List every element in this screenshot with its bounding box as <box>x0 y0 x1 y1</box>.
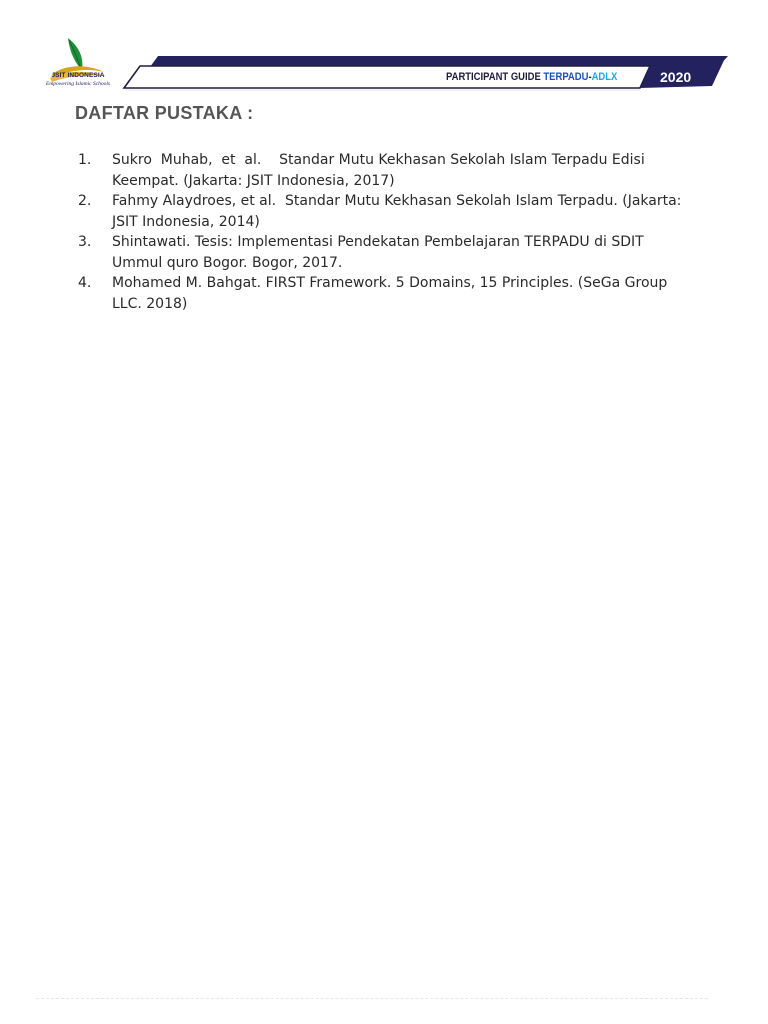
reference-text-line2: Keempat. (Jakarta: JSIT Indonesia, 2017) <box>112 172 395 189</box>
reference-text-line1: Mohamed M. Bahgat. FIRST Framework. 5 Domains, 15 Principles. (SeGa Group <box>112 275 668 291</box>
reference-text-line2: Ummul quro Bogor. Bogor, 2017. <box>112 254 343 271</box>
list-item <box>78 232 678 273</box>
reference-number: 2. <box>78 193 92 209</box>
header-title-dash: - <box>588 71 592 83</box>
reference-text-line1: Fahmy Alaydroes, et al. Standar Mutu Kekhasan Sekolah Islam Terpadu. (Jakarta: <box>112 193 682 209</box>
logo-tagline: Empowering Islamic Schools <box>45 81 111 87</box>
logo-name: JSIT INDONESIA <box>51 72 105 79</box>
section-heading: DAFTAR PUSTAKA : <box>75 103 254 123</box>
header-title-terpadu: TERPADU <box>543 71 589 83</box>
footer-divider <box>36 998 708 999</box>
reference-list <box>78 150 682 314</box>
header-title-adlx: ADLX <box>591 71 618 83</box>
list-item <box>78 191 682 232</box>
list-item <box>78 273 678 314</box>
list-item <box>78 150 678 191</box>
header-title <box>446 71 617 83</box>
reference-text-line1: Shintawati. Tesis: Implementasi Pendekatan Pembelajaran TERPADU di SDIT <box>112 234 644 250</box>
reference-text-line2: LLC. 2018) <box>112 295 188 312</box>
reference-text-line2: JSIT Indonesia, 2014) <box>112 213 260 230</box>
reference-number: 3. <box>78 234 92 250</box>
header-title-part1: PARTICIPANT GUIDE <box>446 71 544 83</box>
reference-number: 1. <box>78 152 92 168</box>
reference-text-line1: Sukro Muhab, et al. Standar Mutu Kekhasan Sekolah Islam Terpadu Edisi <box>112 152 645 168</box>
reference-number: 4. <box>78 275 92 291</box>
header-year: 2020 <box>660 69 692 85</box>
